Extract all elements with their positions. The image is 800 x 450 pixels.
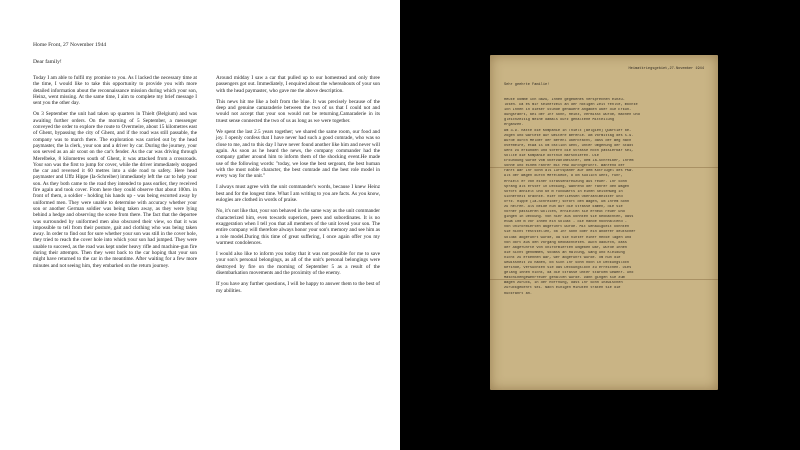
paragraph: I would also like to inform you today that it was not possible for me to save your son's personal belongings, as all of the unit's personal belongings were destroyed by fire on the morning of September 5 as a result of the disembarkation movements and the proximity of the enemy. <box>216 251 380 277</box>
paragraph: I always must agree with the unit commander's words, because I knew Heinz best and for the longest time. What I am writing to you are facts. As you know, eulogies are clothed in words of praise. <box>216 184 380 204</box>
typed-line: die Sicht genommen, sodass an Haltung, Gang und Kleidung <box>504 250 625 255</box>
typed-line: Gent zu erkunden und sofern die Strasse noch passierbar sei, <box>504 148 634 153</box>
typed-line: zu helfen. Als beide nun auf die Strasse kamen, die sie <box>504 204 623 209</box>
typed-line: Uffz. Hippe (Ia-Schreiber) sofort den Wagen, um Ihrem Sohn <box>504 199 630 204</box>
typed-line: der Abgeführte von Uniformierten umgeben war, wurde ihnen <box>504 245 627 250</box>
salutation: Dear family! <box>33 59 62 65</box>
typed-line: sprang als erster in Deckung, während der Fahrer den Wagen <box>504 184 630 189</box>
typed-line: ergänzen. <box>504 123 524 128</box>
letter-heading: Home Front, 27 November 1944 <box>33 42 107 48</box>
typed-body <box>504 98 706 297</box>
paragraph: On 3 September the unit had taken up quarters in Thielt (Belgium) and was awaiting further orders. On the morning of 5 September, a messenger conveyed the order to explore the route to Overmeire, about 15 kilometres east of Ghent, bypassing the city of Ghent, and if the road was still passable, the company was to march there. The exploration was carried out by the head paymaster, the la clerk, your son and a driver by car. During the journey, your son served as an air scout on the car's fender. As the car was driving through Merelbeke, 8 kilometres south of Ghent, it was attacked from a crossroads. Your son was the first to jump for cover, while the driver immediately stopped the car and reversed it 60 metres into a side road to safety. Here head paymaster and Uffz Hippe (Ia-Schreiber) immediately left the car to help your son. As they both came to the road they intended to pass earlier, they received fire again and took cover. From here they could observe that about 100m. in front of them, a soldier - holding his hands up - was being escorted away by uniformed men. They were unable to determine with accuracy whether your son or another German soldier was being taken away, as they were lying behind a hedge and observing the scene from there. The fact that the deportee was surrounded by uniformed men also obscured their view, so that it was impossible to tell from their posture, gait and clothing who was being taken away. In order to find out for sure whether your son was still in the cover hole, they tried to reach the cover hole into which your son had jumped. They were unable to succeed, as the road was kept under heavy rifle and machine-gun fire during their attempts. Then they went back to the car hoping that your son might have returned to the car in the meantime. After waiting for a few more minutes and not seeing him, they embarked on the return journey. <box>33 111 197 269</box>
typed-line: Als der Wagen durch Merelbeke, 8 km südlich Gent, fuhr, <box>504 174 623 179</box>
typed-line: Sohne und einem Fahrer mit PKW durchgeführt. Während der <box>504 164 625 169</box>
paragraph: Today I am able to fulfil my promise to you. As I lacked the necessary time at the time, I would like to take this opportunity to provide you with more detailed information about the reconnaissance mission during which your son, Heinz, went missing. At the same time, I aim to complete my brief message I sent you the other day. <box>33 75 197 107</box>
typed-line: dungsfahrt, bei der Ihr Sohn, Heinz, vermisst wurde, machen und <box>504 113 640 118</box>
typed-line: Fahrt war Ihr Sohn als Luftspäher auf dem Kotflügel des PKW. <box>504 169 634 174</box>
typed-line: vorher passieren wollten, erhielten sie erneut Feuer und <box>504 210 625 215</box>
typed-line: zogen und wartete auf weitere Befehle. Am Vormittag des 5.9. <box>504 133 634 138</box>
paragraph: This news hit me like a bolt from the blue. It was precisely because of the deep and genuine camaraderie between the two of us that I could not and would not accept that your son would not be returning.Camaraderie in its truest sense connected the two of us as long as we were together. <box>216 98 380 124</box>
translation-column-right <box>216 75 380 299</box>
typed-line: ich Ihnen in dieser Stunde genauere Angaben über die Erkun- <box>504 108 632 113</box>
typed-line: von dort aus den Vorgang beobachteten. Auch dadurch, dass <box>504 240 627 245</box>
typed-line: Heute komme ich dazu, Ihnen gegebenes Versprechen einzu- <box>504 98 625 102</box>
typed-line: Gewissheit zu haben, ob sich Ihr Sohn noch in Deckungsloch <box>504 261 630 265</box>
typed-line: Maschinengewehrfeuer gehalten wurde. Dann gingen sie zum <box>504 276 625 281</box>
typed-line: befinde, versuchten sie das Deckungsloch zu erreichen. Dies <box>504 266 632 271</box>
typed-line: erhielt er von einer Strassenkreuzung aus Feuer. Ihr Sohn <box>504 179 627 184</box>
typed-line: nicht zu erkennen war, wer abgeführt wurde. Um nun die <box>504 255 621 260</box>
typed-line: sie nicht feststellen, ob Ihr Sohn oder ein anderer deutscher <box>504 230 636 235</box>
paragraph: We spent the last 2.5 years together; we shared the same room, our food and joy. I openly confess that I have never had such a good comrade, who was so close to me, and to this day I have never found another like him and never will again. As soon as he heard the news, the company commander had the company gather around him to inform them of the shocking event.He made use of the following words: "today, we lose the best sergeant, the best human with the most noble character, the best comrade and the best role model in every way for the unit." <box>216 129 380 180</box>
typed-line: zurückgekehrt sei. Nach einigen Minuten traten sie die <box>504 286 621 291</box>
typed-line: Am 3.9. hatte die Kompanie in Thielt (Belgien) Quartier be- <box>504 128 632 133</box>
paragraph: No, it's not like that, your son behaved in the same way as the unit commander characterized him, even towards superiors, peers and subordinates. It is no exaggeration when I tell you that all members of the unit loved your son. The entire company will therefore always honor your son's memory and see him as a role model.During this time of great suffering, I once again offer you my warmest condolences. <box>216 208 380 246</box>
typed-line: Soldat abgeführt wurde, da sie hinter einer Hecke lagen und <box>504 235 632 240</box>
translation-column-left <box>33 75 197 274</box>
typed-line: Sicherheit brachte. Hier verliessen Oberzahlmeister und <box>504 194 623 199</box>
typed-line: gingen in Deckung. Von hier aus konnten sie beobachten, dass <box>504 215 634 220</box>
typed-line: Overmeire, etwa 15 km östlich Gent, unter Umgehung der Stadt <box>504 143 634 148</box>
paragraph: If you have any further questions, I will be happy to answer them to the best of my abilities. <box>216 281 380 294</box>
typed-line: gelang ihnen nicht, da die Strasse unter starkem Gewehr- und <box>504 271 634 276</box>
typed-line: sofort anhielt und 60 m rückwärts in einen Seitenweg in <box>504 189 623 194</box>
typed-greeting: Sehr geehrte Familie! <box>504 83 550 87</box>
typed-line: Erkundung wurde vom Oberzahlmeister, dem Ia-Schreiber, Ihrem <box>504 159 634 164</box>
typed-date-line: Heimatkriegsgebiet,27.November 1944 <box>628 67 704 71</box>
paragraph: Around midday I saw a car that pulled up to our homestead and only three passengers got out. Immediately, I enquired about the whereabouts of your son with the head paymaster, who gave me the above description. <box>216 75 380 94</box>
typed-line: gleichzeitig meine damals kurz gehaltene Mitteilung <box>504 118 614 123</box>
typed-line: lösen. Da es mir seinerzeit an der nötigen Zeit fehlte, möchte <box>504 103 638 108</box>
typed-line: wurde durch Melder der Befehl überbracht, dass der Weg nach <box>504 138 632 143</box>
typed-line: von Uniformierten abgeführt wurde. Mit Genauigkeit konnten <box>504 225 630 230</box>
typed-line: Rückfahrt an. <box>504 291 533 296</box>
typed-line: Wagen zurück, in der Hoffnung, dass Ihr Sohn inzwischen <box>504 281 623 286</box>
typed-line: etwa 100 m vor ihnen ein Soldat - die Hände hochhaltend - <box>504 220 627 225</box>
typewritten-letter-image <box>490 55 718 390</box>
typed-line: sollte die Kompanie dorthin marschieren. Die <box>504 154 599 159</box>
